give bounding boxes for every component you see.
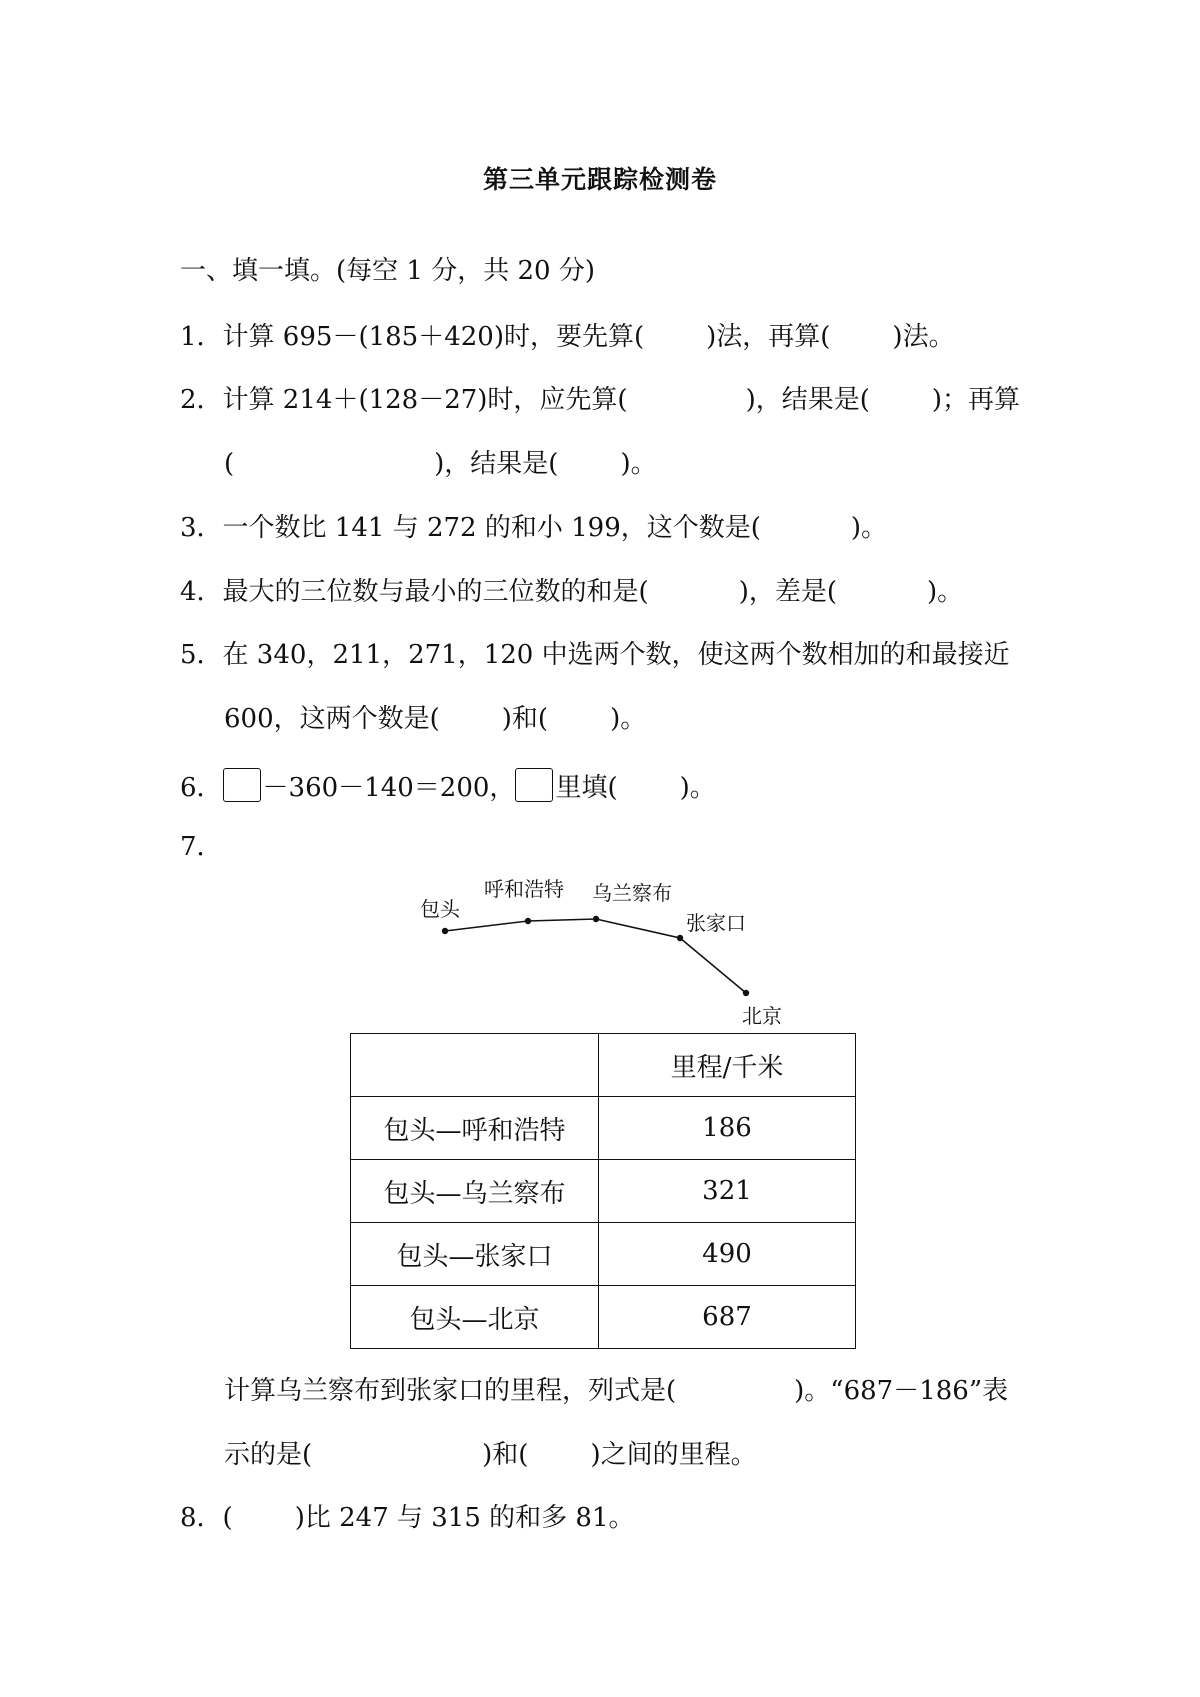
distance-cell: 687 <box>599 1286 856 1349</box>
missing-number-box[interactable] <box>223 768 261 802</box>
city-dot-wulanchabu <box>593 916 599 922</box>
distance-table <box>350 1033 856 1349</box>
question-number: 3． <box>180 513 223 543</box>
table-header-cell <box>351 1034 599 1097</box>
city-label-wulanchabu: 乌兰察布 <box>592 881 672 905</box>
city-dot-zhangjiakou <box>677 935 683 941</box>
question-number: 5． <box>180 640 223 670</box>
table-row <box>351 1223 856 1286</box>
section-heading: 一、填一填。(每空 1 分，共 20 分) <box>180 256 595 286</box>
question-number: 6． <box>180 773 223 803</box>
route-cell: 包头—北京 <box>351 1286 599 1349</box>
city-label-beijing: 北京 <box>742 1004 782 1028</box>
route-cell: 包头—呼和浩特 <box>351 1097 599 1160</box>
question-number: 2． <box>180 385 223 415</box>
route-cell: 包头—乌兰察布 <box>351 1160 599 1223</box>
distance-cell: 490 <box>599 1223 856 1286</box>
table-row <box>351 1097 856 1160</box>
question-7-text-cont: 示的是( )和( )之间的里程。 <box>224 1440 757 1470</box>
question-7-number: 7． <box>180 832 223 862</box>
question-number: 4． <box>180 577 223 607</box>
question-6: 6． －360－140＝200， 里填( )。 <box>180 768 716 805</box>
question-4: 4．最大的三位数与最小的三位数的和是( )，差是( )。 <box>180 577 964 607</box>
city-dot-huhehaote <box>525 918 531 924</box>
table-header-cell: 里程/千米 <box>599 1034 856 1097</box>
question-5: 5．在 340，211，271，120 中选两个数，使这两个数相加的和最接近 <box>180 640 1010 670</box>
city-dot-beijing <box>743 990 749 996</box>
city-label-zhangjiakou: 张家口 <box>686 911 746 935</box>
question-8: 8．( )比 247 与 315 的和多 81。 <box>180 1503 635 1533</box>
question-3: 3．一个数比 141 与 272 的和小 199，这个数是( )。 <box>180 513 888 543</box>
page-title: 第三单元跟踪检测卷 <box>482 165 717 194</box>
question-number: 8． <box>180 1503 223 1533</box>
question-number: 1． <box>180 322 223 352</box>
table-header-row <box>351 1034 856 1097</box>
route-map <box>400 870 820 1034</box>
city-dot-baotou <box>442 928 448 934</box>
question-5-cont: 600，这两个数是( )和( )。 <box>224 704 647 734</box>
table-row <box>351 1286 856 1349</box>
question-2: 2．计算 214＋(128－27)时，应先算( )，结果是( )；再算 <box>180 385 1021 415</box>
question-2-cont: ( )，结果是( )。 <box>224 449 657 479</box>
city-label-baotou: 包头 <box>420 897 460 921</box>
missing-number-box[interactable] <box>515 768 553 802</box>
question-1: 1．计算 695－(185＋420)时，要先算( )法，再算( )法。 <box>180 322 955 352</box>
question-7-text: 计算乌兰察布到张家口的里程，列式是( )。“687－186”表 <box>224 1376 1009 1406</box>
distance-cell: 186 <box>599 1097 856 1160</box>
route-map-svg <box>400 870 820 1030</box>
table-row <box>351 1160 856 1223</box>
distance-cell: 321 <box>599 1160 856 1223</box>
city-label-huhehaote: 呼和浩特 <box>484 877 564 901</box>
route-cell: 包头—张家口 <box>351 1223 599 1286</box>
